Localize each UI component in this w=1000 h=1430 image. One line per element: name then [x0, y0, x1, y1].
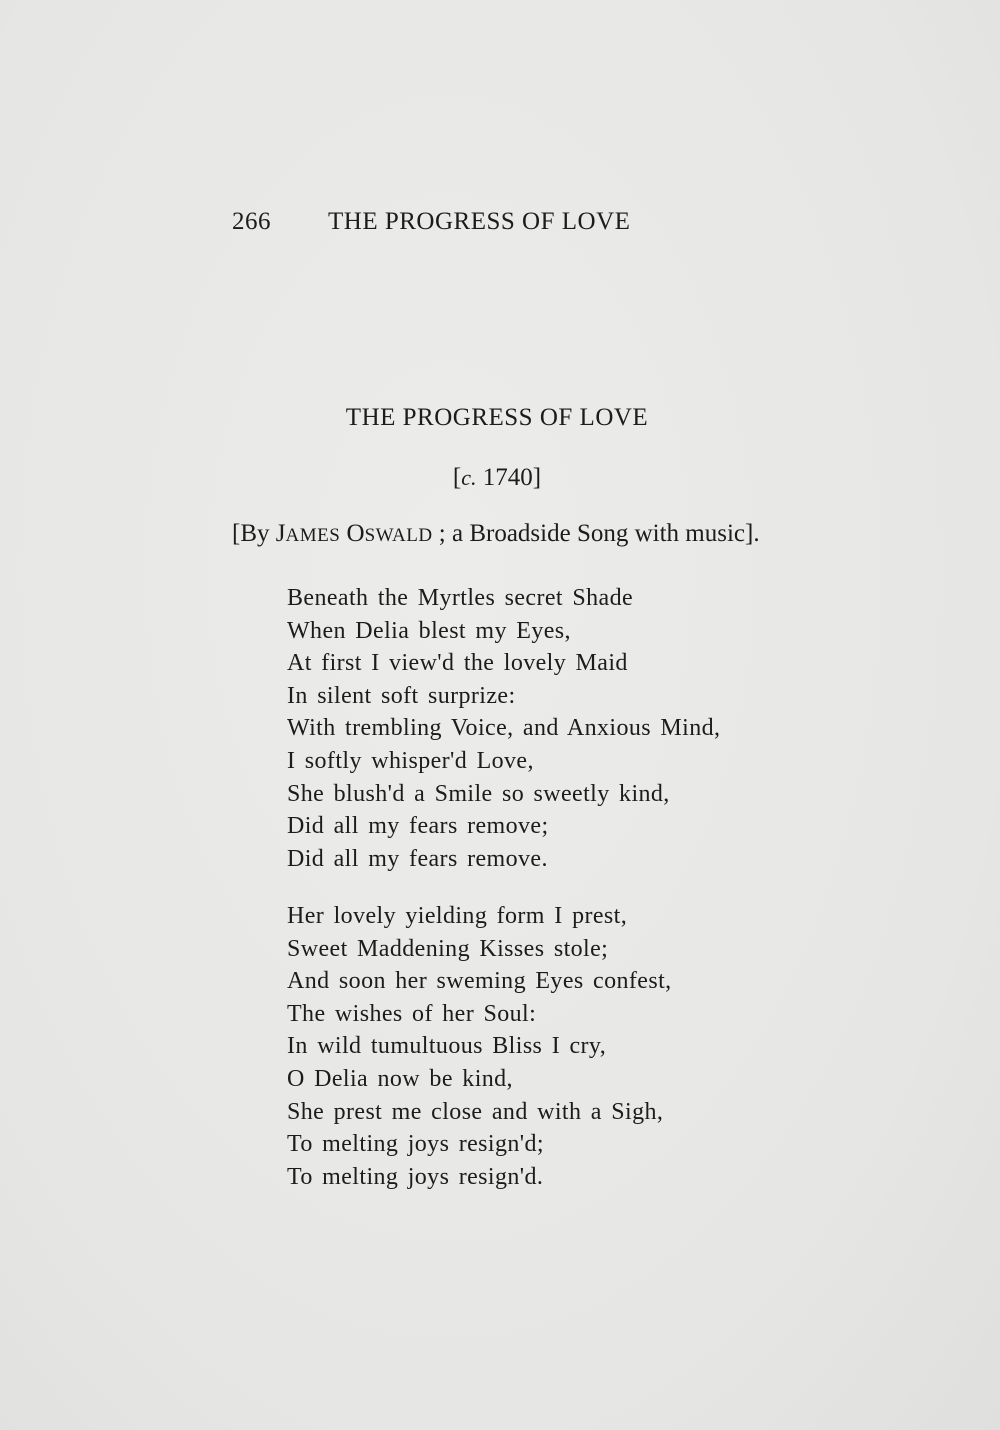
- date-open-bracket: [: [452, 464, 462, 491]
- page-number: 266: [232, 208, 271, 235]
- author-last-initial: O: [346, 520, 365, 547]
- verse-line: I softly whisper'd Love,: [287, 747, 534, 774]
- verse-line: She blush'd a Smile so sweetly kind,: [287, 780, 670, 807]
- stanza-1: [287, 582, 720, 875]
- attribution: [232, 520, 760, 548]
- running-head: [232, 208, 672, 236]
- verse-line: O Delia now be kind,: [287, 1065, 513, 1092]
- verse-line: Did all my fears remove.: [287, 845, 548, 872]
- poem-title-text: THE PROGRESS OF LOVE: [345, 404, 649, 431]
- verse-line: And soon her sweming Eyes confest,: [287, 968, 672, 995]
- author-first-rest: AMES: [285, 525, 341, 546]
- verse-line: With trembling Voice, and Anxious Mind,: [287, 715, 721, 742]
- author-first-initial: J: [275, 520, 286, 547]
- verse-line: Beneath the Myrtles secret Shade: [287, 585, 634, 611]
- verse-line: Her lovely yielding form I prest,: [287, 903, 628, 929]
- stanza-2: [287, 900, 672, 1193]
- verse-line: Did all my fears remove;: [287, 813, 549, 840]
- date-circa: c.: [461, 465, 477, 490]
- verse-line: The wishes of her Soul:: [287, 1000, 537, 1027]
- verse-line: In silent soft surprize:: [287, 682, 516, 709]
- poem-date: [0, 464, 1000, 492]
- running-head-title: THE PROGRESS OF LOVE: [328, 208, 631, 235]
- verse-line: When Delia blest my Eyes,: [287, 617, 571, 644]
- attribution-after: ; a Broadside Song with music].: [432, 520, 760, 547]
- poem-title: [0, 404, 1000, 432]
- verse-line: She prest me close and with a Sigh,: [287, 1098, 664, 1125]
- attribution-before: [By: [232, 520, 276, 547]
- verse-line: In wild tumultuous Bliss I cry,: [287, 1033, 607, 1060]
- verse-line: Sweet Maddening Kisses stole;: [287, 935, 609, 962]
- verse-line: To melting joys resign'd;: [287, 1131, 544, 1158]
- date-year: 1740]: [476, 464, 542, 491]
- verse-line: To melting joys resign'd.: [287, 1163, 544, 1190]
- author-last-rest: SWALD: [364, 525, 433, 546]
- verse-line: At first I view'd the lovely Maid: [287, 650, 628, 677]
